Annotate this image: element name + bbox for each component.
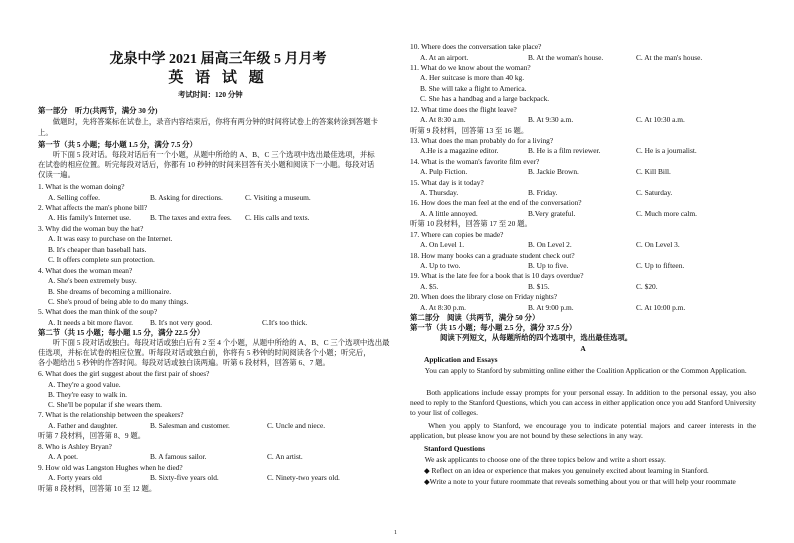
page-number: 1 — [394, 530, 397, 536]
option: A. Up to two. — [420, 261, 461, 270]
section1-heading: 第一节（共 5 小题；每小题 1.5 分，满分 7.5 分） — [38, 140, 197, 149]
question-20: 20. When does the library close on Friday nights? — [410, 292, 558, 301]
part2-heading: 第二部分 阅读（共两节，满分 50 分） — [410, 313, 540, 322]
question-7: 7. What is the relationship between the speakers? — [38, 410, 184, 419]
option: B. The taxes and extra fees. — [150, 213, 232, 222]
exam-title: 龙泉中学 2021 届高三年级 5 月月考 — [109, 52, 327, 67]
topic-bullet: ◆ Reflect on an idea or experience that makes you genuinely excited about learning in Stanford. — [424, 466, 709, 475]
option: B. $15. — [528, 282, 550, 291]
question-18: 18. How many books can a graduate student check out? — [410, 251, 575, 260]
option: C. Saturday. — [636, 188, 673, 197]
question-16: 16. How does the man feel at the end of the conversation? — [410, 198, 582, 207]
option: C. She's proud of being able to do many things. — [48, 297, 189, 306]
option: A. Pulp Fiction. — [420, 167, 468, 176]
question-15: 15. What day is it today? — [410, 178, 484, 187]
question-9: 9. How old was Langston Hughes when he died? — [38, 463, 183, 472]
option: A. She's been extremely busy. — [48, 276, 137, 285]
question-1: 1. What is the woman doing? — [38, 182, 125, 191]
option: C. At 10:00 p.m. — [636, 303, 686, 312]
option: A. It was easy to purchase on the Internet. — [48, 234, 173, 243]
option: C.It's too thick. — [262, 318, 308, 327]
option: C. On Level 3. — [636, 240, 680, 249]
option: B. It's not very good. — [150, 318, 213, 327]
question-10: 10. Where does the conversation take place? — [410, 42, 542, 51]
option: C. His calls and texts. — [245, 213, 310, 222]
material-note: 听第 8 段材料，回答第 10 至 12 题。 — [38, 484, 157, 493]
section2-heading: 第二节（共 15 小题；每小题 1.5 分，满分 22.5 分） — [38, 328, 205, 337]
stanford-questions-heading: Stanford Questions — [424, 444, 485, 453]
option: C. He is a journalist. — [636, 146, 697, 155]
exam-time: 考试时间：120 分钟 — [178, 90, 243, 99]
option: A. A poet. — [48, 452, 78, 461]
option: B. Up to five. — [528, 261, 569, 270]
option: C. Uncle and niece. — [267, 421, 326, 430]
option: B. They're easy to walk in. — [48, 390, 127, 399]
question-19: 19. What is the late fee for a book that is 10 days overdue? — [410, 271, 584, 280]
option: B. Jackie Brown. — [528, 167, 579, 176]
option: B. At the woman's house. — [528, 53, 604, 62]
question-12: 12. What time does the flight leave? — [410, 105, 517, 114]
option: A. They're a good value. — [48, 380, 121, 389]
option: B. Sixty-five years old. — [150, 473, 219, 482]
option: C. Kill Bill. — [636, 167, 671, 176]
question-5: 5. What does the man think of the soup? — [38, 307, 158, 316]
stanford-questions-note: We ask applicants to choose one of the three topics below and write a short essay. — [410, 455, 666, 464]
option: B. At 9:30 a.m. — [528, 115, 574, 124]
option: C. $20. — [636, 282, 658, 291]
option: B.Very grateful. — [528, 209, 576, 218]
question-14: 14. What is the woman's favorite film ever? — [410, 157, 540, 166]
section1-note: 听下面 5 段对话。每段对话后有一个小题，从题中所给的 A、B、C 三个选项中选出最佳选项，并标 — [38, 150, 375, 159]
option: C. She has a handbag and a large backpack. — [420, 94, 550, 103]
option: A. Thursday. — [420, 188, 459, 197]
option: A. Her suitcase is more than 40 kg. — [420, 73, 525, 82]
option: B. She dreams of becoming a millionaire. — [48, 287, 172, 296]
option: A. It needs a bit more flavor. — [48, 318, 133, 327]
option: A.He is a magazine editor. — [420, 146, 499, 155]
option: B. Asking for directions. — [150, 193, 223, 202]
question-4: 4. What does the woman mean? — [38, 266, 133, 275]
option: B. It's cheaper than baseball hats. — [48, 245, 147, 254]
option: B. Friday. — [528, 188, 558, 197]
question-17: 17. Where can copies be made? — [410, 230, 504, 239]
reading-section1-heading: 第一节（共 15 小题；每小题 2.5 分，满分 37.5 分） — [410, 323, 577, 332]
option: A. $5. — [420, 282, 439, 291]
option: A. At 8:30 a.m. — [420, 115, 466, 124]
option: C. Visiting a museum. — [245, 193, 311, 202]
section1-note: 仅读一遍。 — [38, 170, 75, 179]
option: C. Much more calm. — [636, 209, 697, 218]
option: B. A famous sailor. — [150, 452, 207, 461]
option: A. Selling coffee. — [48, 193, 100, 202]
option: C. At the man's house. — [636, 53, 703, 62]
part1-note: 做题时，先将答案标在试卷上，录音内容结束后，你将有两分钟的时间将试卷上的答案转涂到答题卡 — [38, 117, 378, 126]
passage-paragraph: Both applications include essay prompts for your personal essay. In addition to the personal essay, you also need to reply to the Stanford Questions, which you can access in either application once you add Stanford University to your list of colleges. — [410, 388, 756, 417]
passage-paragraph: When you apply to Stanford, we encourage you to indicate potential majors and career interests in the application, but please know you are not bound by these selections in any way. — [410, 421, 756, 440]
material-note: 听第 9 段材料，回答第 13 至 16 题。 — [410, 126, 529, 135]
topic-bullet: ◆Write a note to your future roommate that reveals something about you or that will help your roommate — [424, 477, 736, 486]
section1-note: 在试卷的相应位置。听完每段对话后，你都有 10 秒钟的时间来回答有关小题和阅读下一小题。每段对话 — [38, 160, 375, 169]
question-3: 3. Why did the woman buy the hat? — [38, 224, 144, 233]
option: A. Forty years old — [48, 473, 102, 482]
section2-note: 听下面 5 段对话或独白。每段对话或独白后有 2 至 4 个小题，从题中所给的 A、B、C 三个选项中选出最 — [38, 338, 390, 347]
option: C. At 10:30 a.m. — [636, 115, 685, 124]
option: B. She will take a flight to America. — [420, 84, 527, 93]
subject-title: 英 语 试 题 — [168, 70, 268, 86]
option: B. He is a film reviewer. — [528, 146, 601, 155]
material-note: 听第 10 段材料，回答第 17 至 20 题。 — [410, 219, 532, 228]
question-2: 2. What affects the man's phone bill? — [38, 203, 148, 212]
passage-paragraph: You can apply to Stanford by submitting online either the Coalition Application or the Common Application. — [410, 366, 747, 375]
part1-note-cont: 上。 — [38, 128, 53, 137]
question-6: 6. What does the girl suggest about the first pair of shoes? — [38, 369, 210, 378]
option: A. At an airport. — [420, 53, 469, 62]
question-11: 11. What do we know about the woman? — [410, 63, 531, 72]
section2-note: 各小题给出 5 秒钟的作答时间。每段对话或独白读两遍。听第 6 段材料，回答第 6、7 题。 — [38, 358, 330, 367]
passage-letter: A — [580, 344, 586, 353]
option: C. An artist. — [267, 452, 303, 461]
option: C. Up to fifteen. — [636, 261, 685, 270]
option: A. His family's Internet use. — [48, 213, 132, 222]
option: A. Father and daughter. — [48, 421, 118, 430]
option: A. A little annoyed. — [420, 209, 478, 218]
option: C. Ninety-two years old. — [267, 473, 340, 482]
option: B. On Level 2. — [528, 240, 572, 249]
option: B. Salesman and customer. — [150, 421, 230, 430]
passage-title: Application and Essays — [424, 355, 498, 364]
reading-instruction: 阅读下列短文，从每题所给的四个选项中，选出最佳选项。 — [440, 333, 633, 342]
option: B. At 9:00 p.m. — [528, 303, 574, 312]
section2-note: 佳选项，并标在试卷的相应位置。听每段对话或独白前，你将有 5 秒钟的时间阅读各个小题；听完后， — [38, 348, 371, 357]
option: A. On Level 1. — [420, 240, 465, 249]
part1-heading: 第一部分 听力(共两节，满分 30 分) — [38, 106, 158, 115]
question-13: 13. What does the man probably do for a living? — [410, 136, 554, 145]
option: C. It offers complete sun protection. — [48, 255, 155, 264]
option: A. At 8:30 p.m. — [420, 303, 466, 312]
option: C. She'll be popular if she wears them. — [48, 400, 163, 409]
question-8: 8. Who is Ashley Bryan? — [38, 442, 112, 451]
material-note: 听第 7 段材料，回答第 8、9 题。 — [38, 431, 146, 440]
